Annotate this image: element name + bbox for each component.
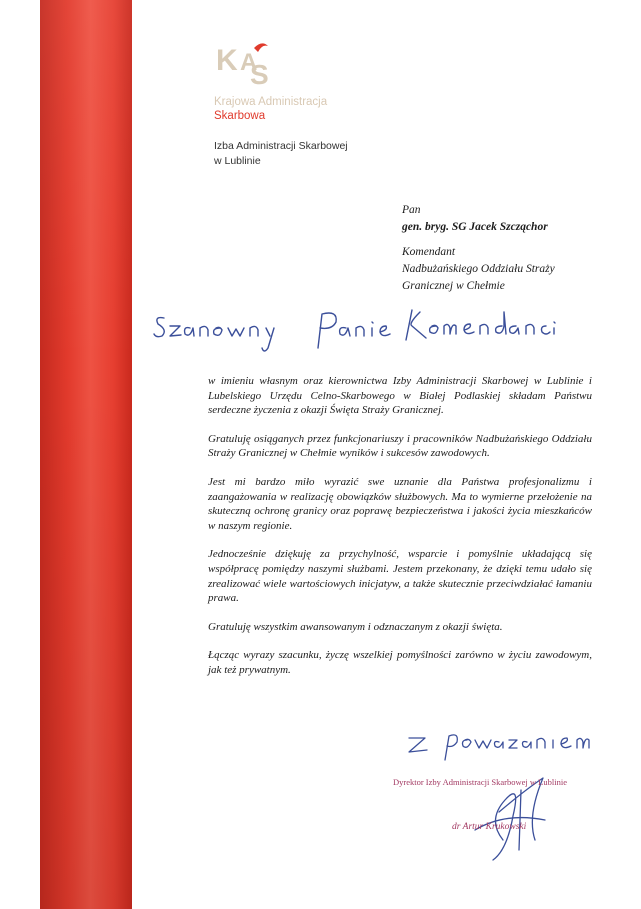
office-line1: Izba Administracji Skarbowej (214, 140, 348, 152)
addressee-block (402, 202, 555, 295)
kas-logo (214, 40, 274, 96)
body-paragraph: Jednocześnie dziękuję za przychylność, wsparcie i pomyślnie układającą się współpracę pomiędzy naszymi służbami. Jestem przekonany, że dzięki temu udało się zrealizować wiele wartościowych inicjatyw, a także skutecznie przeciwdziałać łamaniu prawa. (208, 548, 592, 605)
addressee-role: Komendant (402, 246, 456, 258)
body-paragraph: Gratuluję wszystkim awansowanym i odznaczanym z okazji święta. (208, 620, 503, 633)
stamp-name: dr Artur Krukowski (452, 822, 527, 832)
svg-text:A: A (240, 49, 258, 76)
body-paragraph: Gratuluję osiąganych przez funkcjonariuszy i pracowników Nadbużańskiego Oddziału Straży Granicznej w Chełmie wyników i sukcesów zawodowych. (208, 432, 592, 460)
svg-text:K: K (216, 44, 238, 77)
decorative-red-band (40, 0, 132, 909)
body-paragraph: Jest mi bardzo miło wyrazić swe uznanie dla Państwa profesjonalizmu i zaangażowania w realizację obowiązków służbowych. Ma to wymierne przełożenie na skuteczną ochronę granicy oraz poprawę bezpieczeństwa i jakości życia mieszkańców w naszym regionie. (208, 475, 592, 532)
signature-scrawl (395, 720, 615, 870)
body-paragraph: Łącząc wyrazy szacunku, życzę wszelkiej pomyślności zarówno w życiu zawodowym, jak też prywatnym. (208, 649, 592, 676)
svg-text:S: S (250, 59, 269, 90)
office-name (214, 139, 348, 169)
handwritten-salutation (150, 298, 560, 368)
addressee-unit-line1: Nadbużańskiego Oddziału Straży (402, 263, 555, 275)
body-paragraph: w imieniu własnym oraz kierownictwa Izby Administracji Skarbowej w Lublinie i Lubelskiego Urzędu Celno-Skarbowego w Białej Podlaskiej składam Państwu serdeczne życzenia z okazji Święta Straży Granicznej. (208, 375, 592, 417)
addressee-name: gen. bryg. SG Jacek Szcząchor (402, 221, 548, 233)
agency-name-line1: Krajowa Administracja (214, 96, 328, 108)
stamp-title: Dyrektor Izby Administracji Skarbowej w Lublinie (393, 777, 567, 787)
agency-name-line2: Skarbowa (214, 110, 266, 122)
addressee-unit-line2: Granicznej w Chełmie (402, 280, 505, 292)
addressee-title: Pan (402, 204, 421, 216)
office-line2: w Lublinie (214, 155, 261, 167)
letter-body (208, 374, 592, 692)
